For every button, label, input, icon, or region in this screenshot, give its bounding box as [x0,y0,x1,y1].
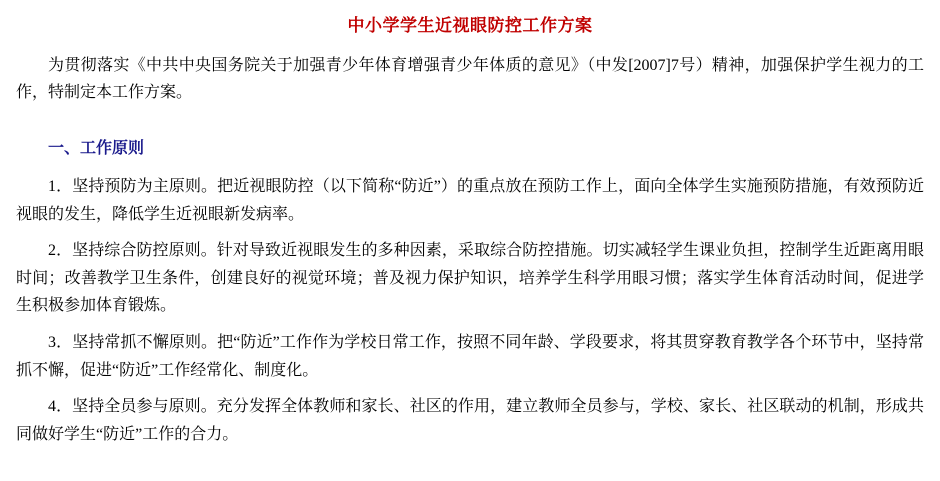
principle-paragraph-3: 3．坚持常抓不懈原则。把“防近”工作作为学校日常工作，按照不同年龄、学段要求，将其贯穿教育教学各个环节中，坚持常抓不懈，促进“防近”工作经常化、制度化。 [16,334,924,379]
principle-paragraph-4: 4．坚持全员参与原则。充分发挥全体教师和家长、社区的作用，建立教师全员参与，学校、家长、社区联动的机制，形成共同做好学生“防近”工作的合力。 [16,398,924,443]
intro-paragraph: 为贯彻落实《中共中央国务院关于加强青少年体育增强青少年体质的意见》（中发[2007]7号）精神，加强保护学生视力的工作，特制定本工作方案。 [16,56,924,102]
principle-paragraph-2: 2．坚持综合防控原则。针对导致近视眼发生的多种因素，采取综合防控措施。切实减轻学生课业负担，控制学生近距离用眼时间；改善教学卫生条件，创建良好的视觉环境；普及视力保护知识，培养学生科学用眼习惯；落实学生体育活动时间，促进学生积极参加体育锻炼。 [16,242,924,315]
spacer [16,116,924,120]
principle-paragraph-1: 1．坚持预防为主原则。把近视眼防控（以下简称“防近”）的重点放在预防工作上，面向全体学生实施预防措施，有效预防近视眼的发生，降低学生近视眼新发病率。 [16,178,924,223]
document-title: 中小学学生近视眼防控工作方案 [347,16,593,35]
section-heading-work-principles: 一、工作原则 [48,139,145,157]
